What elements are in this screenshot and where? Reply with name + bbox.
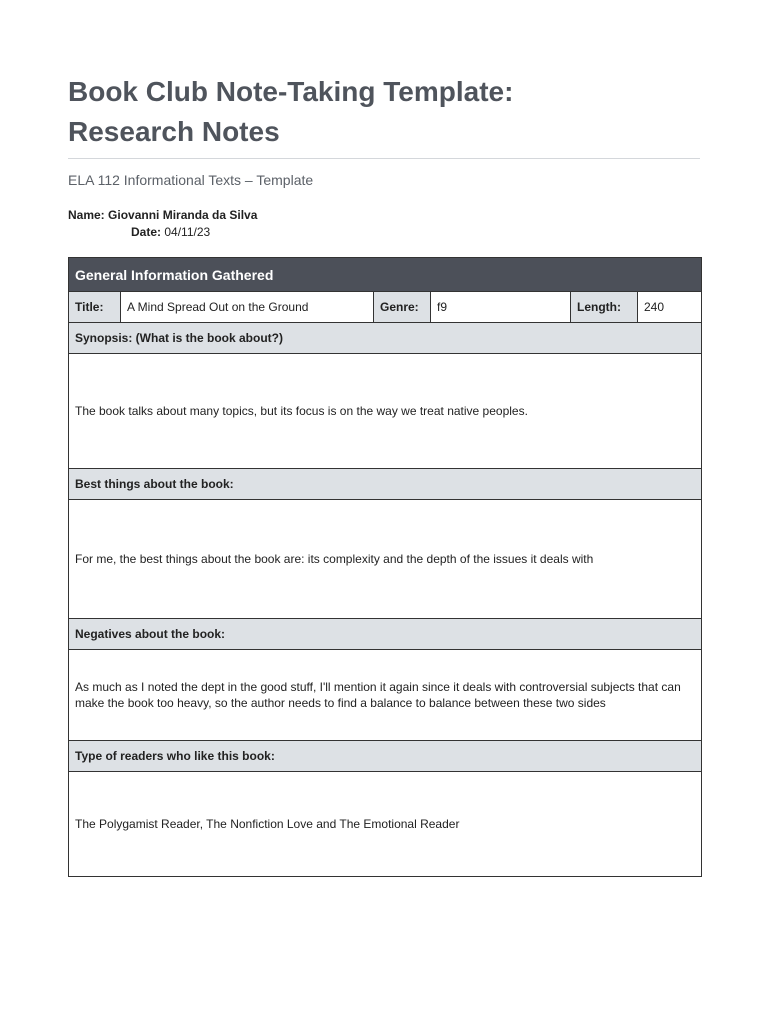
document-page bbox=[68, 72, 700, 877]
title-line-1: Book Club Note-Taking Template: bbox=[68, 76, 514, 107]
title-line-2: Research Notes bbox=[68, 116, 280, 147]
date-value: 04/11/23 bbox=[164, 225, 211, 239]
table-header: General Information Gathered bbox=[69, 258, 702, 292]
book-info-table bbox=[68, 257, 702, 877]
name-label: Name: bbox=[68, 208, 105, 222]
readers-text[interactable]: The Polygamist Reader, The Nonfiction Love and The Emotional Reader bbox=[69, 772, 702, 877]
genre-label: Genre: bbox=[374, 292, 431, 323]
date-row bbox=[68, 224, 700, 241]
document-title bbox=[68, 72, 700, 152]
date-label: Date: bbox=[131, 225, 162, 239]
best-things-text[interactable]: For me, the best things about the book are: its complexity and the depth of the issues it deals with bbox=[69, 500, 702, 619]
title-field[interactable]: A Mind Spread Out on the Ground bbox=[121, 292, 374, 323]
length-label: Length: bbox=[571, 292, 638, 323]
name-value: Giovanni Miranda da Silva bbox=[108, 208, 258, 222]
title-label: Title: bbox=[69, 292, 121, 323]
negatives-text[interactable]: As much as I noted the dept in the good stuff, I'll mention it again since it deals with controversial subjects that can make the book too heavy, so the author needs to find a balance to balance between these two sides bbox=[69, 650, 702, 741]
genre-field[interactable]: f9 bbox=[431, 292, 571, 323]
document-subtitle: ELA 112 Informational Texts – Template bbox=[68, 172, 314, 188]
negatives-heading: Negatives about the book: bbox=[69, 619, 702, 650]
synopsis-heading: Synopsis: (What is the book about?) bbox=[69, 323, 702, 354]
title-divider bbox=[68, 158, 700, 159]
best-things-heading: Best things about the book: bbox=[69, 469, 702, 500]
length-field[interactable]: 240 bbox=[638, 292, 702, 323]
student-info bbox=[68, 207, 700, 241]
name-row bbox=[68, 207, 700, 224]
book-details-row bbox=[69, 292, 702, 323]
synopsis-text[interactable]: The book talks about many topics, but its focus is on the way we treat native peoples. bbox=[69, 354, 702, 469]
readers-heading: Type of readers who like this book: bbox=[69, 741, 702, 772]
